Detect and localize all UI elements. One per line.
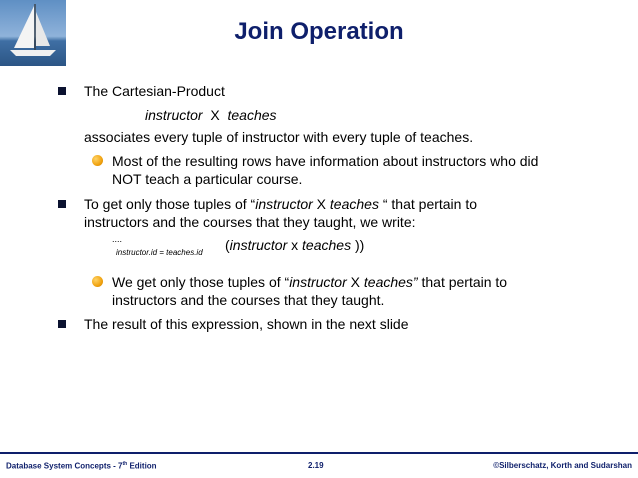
join-expr-open: ( bbox=[225, 237, 230, 253]
bullet-square bbox=[58, 87, 66, 95]
bullet-2-line-2: instructors and the courses that they taught, we write: bbox=[84, 214, 416, 230]
b2-x: X bbox=[312, 196, 330, 212]
bullet-dot bbox=[92, 155, 103, 166]
sub-bullet-1-line-1: Most of the resulting rows have information about instructors who did bbox=[112, 153, 539, 169]
bullet-3-text: The result of this expression, shown in the next slide bbox=[84, 316, 409, 332]
footer-left-end: Edition bbox=[127, 461, 157, 471]
selection-sigma: .... bbox=[112, 234, 123, 244]
b2-text-a: To get only those tuples of “ bbox=[84, 196, 256, 212]
footer-left bbox=[6, 461, 157, 471]
join-expr-close: )) bbox=[351, 237, 365, 253]
sb2-x: X bbox=[346, 274, 364, 290]
b2-text-e: “ that pertain to bbox=[378, 196, 478, 212]
expr-instructor: instructor bbox=[145, 107, 203, 123]
footer-copyright: ©Silberschatz, Korth and Sudarshan bbox=[493, 461, 632, 470]
bullet-2-line-1 bbox=[84, 195, 477, 213]
join-expression bbox=[225, 236, 364, 254]
b2-teaches: teaches bbox=[329, 196, 379, 212]
join-expr-x: x bbox=[287, 237, 303, 253]
bullet-1-line-2: associates every tuple of instructor with every tuple of teaches. bbox=[84, 129, 474, 145]
bullet-1-text: The Cartesian-Product bbox=[84, 83, 225, 99]
cartesian-expression bbox=[145, 106, 277, 124]
sub-bullet-2-line-1 bbox=[112, 273, 507, 291]
page-title: Join Operation bbox=[234, 18, 404, 45]
expr-teaches: teaches bbox=[227, 107, 277, 123]
sb2-text-e: that pertain to bbox=[417, 274, 508, 290]
b2-instructor: instructor bbox=[255, 196, 313, 212]
join-expr-instructor: instructor bbox=[229, 237, 288, 253]
sb2-teaches: teaches” bbox=[363, 274, 418, 290]
sb2-text-a: We get only those tuples of “ bbox=[112, 274, 290, 290]
footer-left-sup: th bbox=[122, 461, 128, 467]
footer bbox=[0, 452, 638, 478]
bullet-dot bbox=[92, 276, 103, 287]
sub-bullet-1-line-2: NOT teach a particular course. bbox=[112, 171, 303, 187]
footer-divider bbox=[0, 452, 638, 454]
footer-left-text: Database System Concepts - 7 bbox=[6, 461, 123, 471]
sub-bullet-2-line-2: instructors and the courses that they taught. bbox=[112, 292, 385, 308]
bullet-square bbox=[58, 200, 66, 208]
sb2-instructor: instructor bbox=[289, 274, 347, 290]
join-expr-teaches: teaches bbox=[302, 237, 352, 253]
expr-x: X bbox=[210, 107, 220, 123]
footer-page-number: 2.19 bbox=[308, 461, 324, 470]
bullet-square bbox=[58, 320, 66, 328]
selection-condition: instructor.id = teaches.id bbox=[116, 248, 203, 257]
